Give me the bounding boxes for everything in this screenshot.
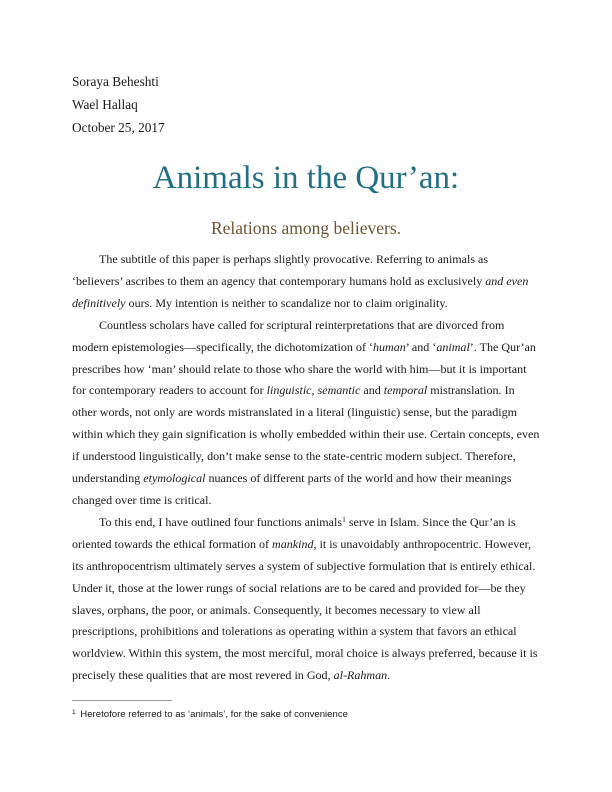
text-run: serve in Islam. Since the Qur’an is oriented towards the ethical formation of	[72, 514, 516, 551]
text-run: nuances of different parts of the world and how their meanings changed over time is critical.	[72, 471, 512, 507]
paper-title: Animals in the Qur’an:	[152, 160, 460, 196]
footnote-divider	[72, 700, 172, 701]
text-run: Countless scholars have called for scriptural reinterpretations that are divorced from modern epistemologies—specifically, the dichotomization of ‘	[72, 317, 505, 354]
italic-phrase: etymological	[143, 471, 206, 486]
text-run: To this end, I have outlined four functions animals	[99, 514, 343, 529]
text-run: The subtitle of this paper is perhaps slightly provocative. Referring to animals as ‘believers’ ascribes to them an agency that contemporary humans hold as exclusively	[72, 252, 489, 288]
author-name: Soraya Beheshti	[72, 74, 159, 89]
footnote-text: Heretofore referred to as ‘animals’, for the sake of convenience	[77, 709, 348, 720]
text-run: .	[387, 668, 391, 683]
italic-phrase: linguistic, semantic	[266, 383, 361, 398]
italic-phrase: al-Rahman	[333, 668, 388, 683]
author-block	[72, 70, 165, 139]
text-run: ours. My intention is neither to scandalize nor to claim originality.	[125, 295, 448, 310]
footnote	[72, 708, 348, 721]
italic-phrase: temporal	[383, 383, 428, 398]
paper-body	[72, 249, 540, 687]
footnote-number: 1	[72, 709, 76, 716]
footnote-marker[interactable]: 1	[342, 514, 346, 524]
text-run: , it is unavoidably anthropocentric. However, its anthropocentrism ultimately serves a system of subjective formulation that is entirely ethical. Under it, those at the lower rungs of social relations are to be cared and provided for—be they slaves, orphans, the poor, or animals. Consequently, it becomes necessary to view all prescriptions, prohibitions and tolerations as operating within a system that favors an ethical worldview. Within this system, the most merciful, moral choice is always preferred, because it is precisely these qualities that are most revered in God,	[72, 536, 538, 683]
paragraph	[72, 315, 540, 512]
text-run: mistranslation. In other words, not only are words mistranslated in a literal (linguistic) sense, but the paradigm within which they gain signification is wholly embedded within their use. Certain concepts, even if understood linguistically, don’t make sense to the state-centric modern subject. Therefore, understanding	[72, 383, 540, 486]
paragraph	[72, 512, 540, 687]
text-run: and	[360, 383, 384, 398]
italic-phrase: human	[372, 339, 406, 354]
italic-phrase: animal	[436, 339, 470, 354]
text-run: ’. The Qur’an prescribes how ‘man’ should relate to those who share the world with him—but it is important for contemporary readers to account for	[72, 339, 536, 398]
italic-phrase: mankind	[272, 536, 314, 551]
paper-subtitle: Relations among believers.	[210, 218, 402, 238]
paragraph	[72, 249, 540, 315]
text-run: ’ and ‘	[405, 339, 437, 354]
italic-phrase: and even definitively	[72, 273, 529, 310]
author-name: Wael Hallaq	[72, 97, 138, 112]
document-date: October 25, 2017	[72, 120, 165, 135]
